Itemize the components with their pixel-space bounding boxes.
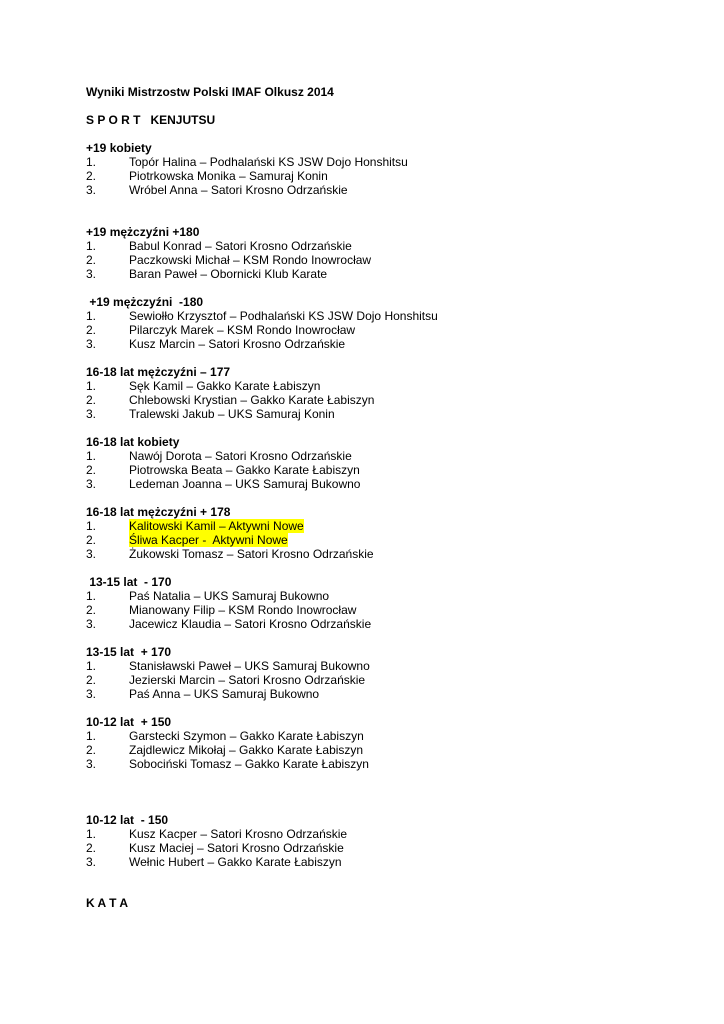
result-place: 2. <box>86 673 97 687</box>
result-entry-highlighted: Śliwa Kacper - Aktywni Nowe <box>129 533 288 547</box>
result-entry: Chlebowski Krystian – Gakko Karate Łabiszyn <box>129 393 375 407</box>
result-entry: Zajdlewicz Mikołaj – Gakko Karate Łabiszyn <box>129 743 364 757</box>
section-heading-kata: K A T A <box>86 896 128 910</box>
category-heading: 10-12 lat + 150 <box>86 715 172 729</box>
document-title: Wyniki Mistrzostw Polski IMAF Olkusz 2014 <box>86 85 334 99</box>
result-place: 2. <box>86 743 97 757</box>
result-entry: Wróbel Anna – Satori Krosno Odrzańskie <box>129 183 348 197</box>
result-place: 3. <box>86 757 97 771</box>
category-heading: 16-18 lat mężczyźni + 178 <box>86 505 231 519</box>
result-entry: Mianowany Filip – KSM Rondo Inowrocław <box>129 603 357 617</box>
result-place: 2. <box>86 841 97 855</box>
category-heading: 10-12 lat - 150 <box>86 813 169 827</box>
result-place: 2. <box>86 393 97 407</box>
category-heading: 16-18 lat mężczyźni – 177 <box>86 365 231 379</box>
result-place: 2. <box>86 169 97 183</box>
result-place: 3. <box>86 337 97 351</box>
result-entry: Paś Anna – UKS Samuraj Bukowno <box>129 687 320 701</box>
result-entry: Sobociński Tomasz – Gakko Karate Łabiszyn <box>129 757 369 771</box>
result-entry: Sewiołło Krzysztof – Podhalański KS JSW Dojo Honshitsu <box>129 309 438 323</box>
category-heading: 13-15 lat - 170 <box>86 575 172 589</box>
result-place: 3. <box>86 617 97 631</box>
result-place: 3. <box>86 547 97 561</box>
result-place: 3. <box>86 855 97 869</box>
result-entry: Paczkowski Michał – KSM Rondo Inowrocław <box>129 253 372 267</box>
result-entry: Ledeman Joanna – UKS Samuraj Bukowno <box>129 477 361 491</box>
result-entry: Kusz Marcin – Satori Krosno Odrzańskie <box>129 337 346 351</box>
result-entry: Stanisławski Paweł – UKS Samuraj Bukowno <box>129 659 370 673</box>
category-heading: +19 mężczyźni +180 <box>86 225 200 239</box>
section-heading-sport: S P O R T KENJUTSU <box>86 113 216 127</box>
result-entry: Tralewski Jakub – UKS Samuraj Konin <box>129 407 335 421</box>
category-heading: +19 mężczyźni -180 <box>86 295 204 309</box>
result-entry: Garstecki Szymon – Gakko Karate Łabiszyn <box>129 729 364 743</box>
result-place: 3. <box>86 687 97 701</box>
result-entry: Paś Natalia – UKS Samuraj Bukowno <box>129 589 330 603</box>
result-entry: Topór Halina – Podhalański KS JSW Dojo Honshitsu <box>129 155 408 169</box>
result-entry: Sęk Kamil – Gakko Karate Łabiszyn <box>129 379 321 393</box>
result-place: 2. <box>86 323 97 337</box>
category-heading: +19 kobiety <box>86 141 152 155</box>
result-place: 1. <box>86 519 97 533</box>
result-entry: Jacewicz Klaudia – Satori Krosno Odrzańskie <box>129 617 372 631</box>
result-place: 1. <box>86 239 97 253</box>
result-entry: Piotrkowska Monika – Samuraj Konin <box>129 169 328 183</box>
result-place: 3. <box>86 267 97 281</box>
result-entry-highlighted: Kalitowski Kamil – Aktywni Nowe <box>129 519 304 533</box>
result-place: 1. <box>86 379 97 393</box>
result-place: 3. <box>86 407 97 421</box>
result-place: 1. <box>86 659 97 673</box>
result-entry: Babul Konrad – Satori Krosno Odrzańskie <box>129 239 352 253</box>
result-place: 2. <box>86 463 97 477</box>
result-entry: Piotrowska Beata – Gakko Karate Łabiszyn <box>129 463 360 477</box>
result-place: 2. <box>86 533 97 547</box>
result-entry: Nawój Dorota – Satori Krosno Odrzańskie <box>129 449 352 463</box>
result-place: 3. <box>86 477 97 491</box>
result-entry: Żukowski Tomasz – Satori Krosno Odrzańskie <box>129 547 374 561</box>
result-place: 2. <box>86 603 97 617</box>
result-place: 1. <box>86 309 97 323</box>
result-entry: Kusz Kacper – Satori Krosno Odrzańskie <box>129 827 348 841</box>
category-heading: 16-18 lat kobiety <box>86 435 180 449</box>
result-entry: Pilarczyk Marek – KSM Rondo Inowrocław <box>129 323 356 337</box>
result-place: 3. <box>86 183 97 197</box>
result-place: 1. <box>86 729 97 743</box>
result-entry: Jezierski Marcin – Satori Krosno Odrzańskie <box>129 673 366 687</box>
result-place: 1. <box>86 449 97 463</box>
result-entry: Kusz Maciej – Satori Krosno Odrzańskie <box>129 841 344 855</box>
result-place: 1. <box>86 155 97 169</box>
result-entry: Wełnic Hubert – Gakko Karate Łabiszyn <box>129 855 342 869</box>
category-heading: 13-15 lat + 170 <box>86 645 172 659</box>
result-place: 2. <box>86 253 97 267</box>
result-place: 1. <box>86 827 97 841</box>
result-entry: Baran Paweł – Obornicki Klub Karate <box>129 267 328 281</box>
result-place: 1. <box>86 589 97 603</box>
